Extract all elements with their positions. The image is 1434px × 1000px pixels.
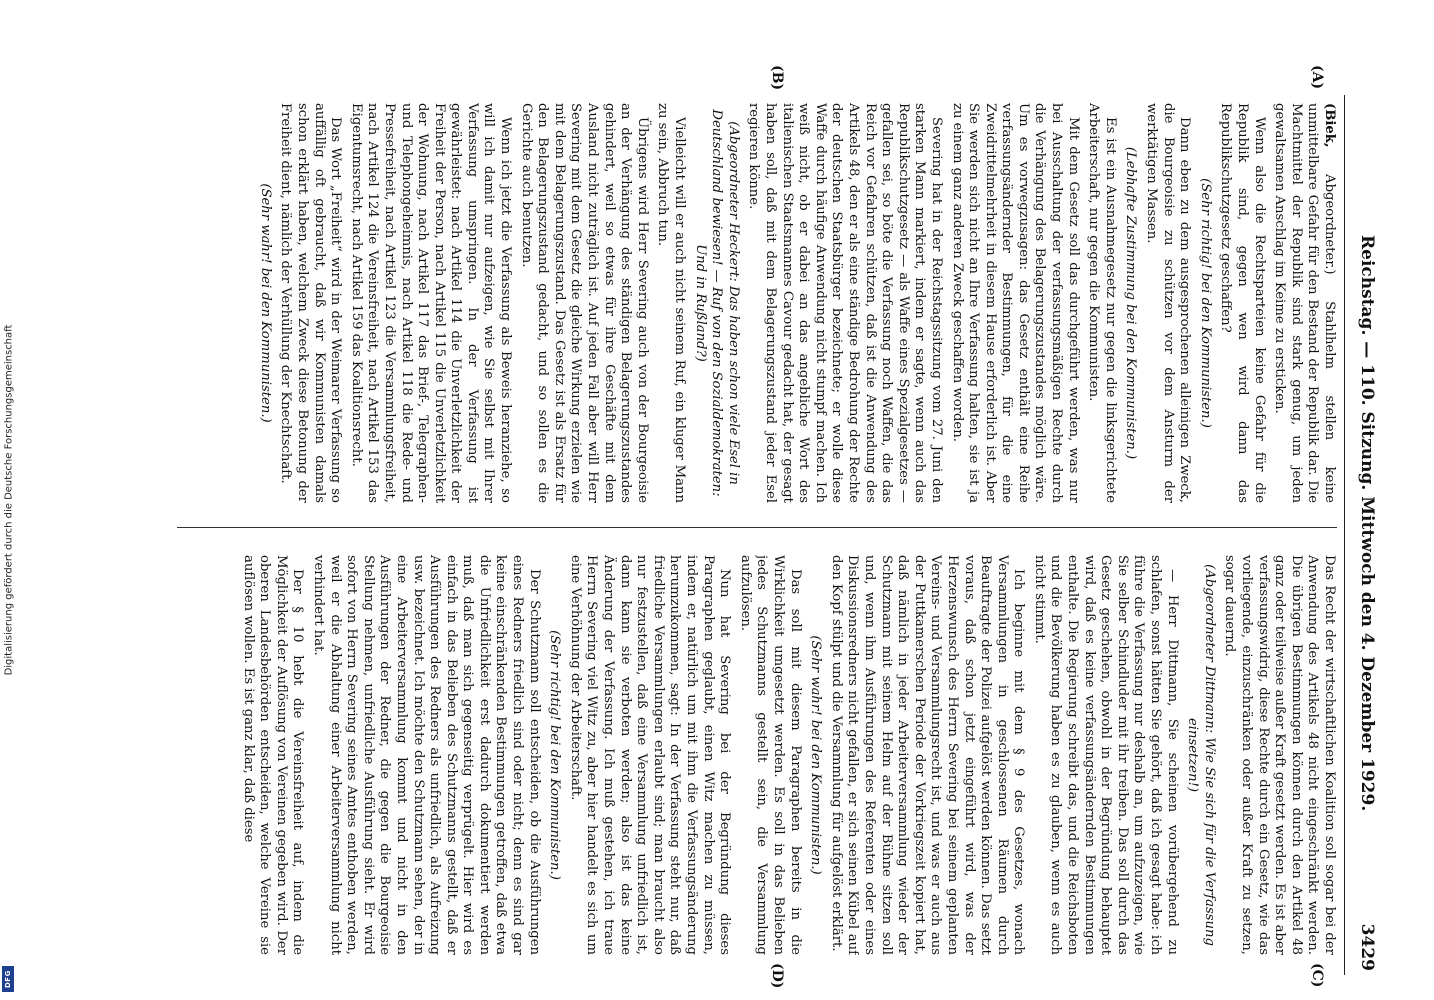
paragraph: Es ist ein Ausnahmegesetz nur gegen die linksgerichtete Arbeiterschaft, nur gegen die Kommunisten. [1086,103,1118,503]
interjection: (Sehr wahr! bei den Kommunisten.) [257,183,273,423]
page-header [1344,95,1385,975]
paragraph: Ich beginne mit dem § 9 des Gesetzes, wonach Versammlungen in geschlossenen Räumen durch Beauftragte der Polizei aufgelöst werden können. Das setzt voraus, daß schon jetzt eingeführt wird, was der Herzenswunsch des Herrn Severing bei seinem geplanten Vereins- und Versammlungsrecht ist, und was er auch aus der Puttkamerschen Periode der Vorkriegszeit kopiert hat, daß nämlich in jeder Arbeiterversammlung wieder der Schutzmann mit seinem Helm auf der Bühne sitzen soll und, wenn ihm Ausführungen des Referenten oder eines Diskussionsredners nicht gefallen, er sich seinen Kübel auf den Kopf stülpt und die Versammlung für aufgelöst erklärt. [828,555,1027,955]
interjection: (Sehr richtig! bei den Kommunisten.) [547,630,563,880]
paragraph [1271,103,1337,503]
interjection: (Lebhafte Zustimmung bei den Kommunisten.) [1123,146,1139,460]
column-divider [177,527,1337,528]
interjection: (Sehr richtig! bei den Kommunisten.) [1197,178,1213,428]
margin-mark-c: (C) [1309,963,1325,988]
right-column [157,555,1337,955]
paragraph: Der § 10 hebt die Vereinsfreiheit auf, indem die Möglichkeit der Auflösung von Vereinen gegeben wird. Der oberen Landesbehörden entscheiden, welche Vereine sie auflösen wollen. Es ist ganz klar, daß diese [240,555,306,955]
paragraph: — Herr Dittmann, Sie scheinen vorübergehend zu schlafen, sonst hätten Sie gehört, daß ich gesagt habe: ich führe die Verfassung nur deshalb an, um aufzuzeigen, wie Sie selber Schindluder mit ihr treiben. Das soll durch das Gesetz geschehen, obwohl in der Begründung behauptet wird, daß es keine verfassungsändernden Bestimmungen enthalte. Die Regierung schreibt das, und die Reichsboten und die Bevölkerung haben es zu glauben, wenn es auch nicht stimmt. [1031,555,1180,955]
margin-mark-b: (B) [769,65,785,91]
paragraph: Wenn ich jetzt die Verfassung als Beweis heranziehe, so will ich damit nur aufzeigen, wie Sie selbst mit Ihrer Verfassung umspringen. In der Verfassung ist gewährleistet: nach Artikel 114 die Unverletzlichkeit der Freiheit der Person, nach Artikel 115 die Unverletzlichkeit der Wohnung, nach Artikel 117 das Brief-, Telegraphen- und Telephongeheimnis, nach Artikel 118 die Rede- und Pressefreiheit, nach Artikel 123 die Versammlungsfreiheit, nach Artikel 124 die Vereinsfreiheit, nach Artikel 153 das Eigentumsrecht, nach Artikel 159 das Koalitionsrecht. [348,103,514,503]
left-column [157,103,1337,503]
paragraph: Der Schutzmann soll entscheiden, ob die Ausführungen eines Redners friedlich sind oder nicht; denn es sind gar keine einschränkenden Bestimmungen getroffen, daß etwa die Unfriedlichkeit erst dadurch dokumentiert werden muß, daß man sich gegenseitig verprügelt. Hier wird es einfach in das Belieben des Schutzmanns gestellt, daß er Ausführungen des Redners als unfriedlich, als Aufreizung usw. bezeichnet. Ich möchte den Schutzmann sehen, der in eine Arbeiterversammlung kommt und nicht in den Ausführungen der Redner, die gegen die Bourgeoisie Stellung nehmen, unfriedliche Ausführung sieht. Er wird sofort von Herrn Severing seines Amtes enthoben werden, weil er die Abhaltung einer Arbeiterversammlung nicht verhindert hat. [310,555,542,955]
paragraph: Das soll mit diesem Paragraphen bereits in die Wirklichkeit umgesetzt werden. Es soll in das Belieben jedes Schutzmanns gestellt sein, die Versammlung aufzulösen. [737,555,803,955]
interjection: (Sehr wahr! bei den Kommunisten.) [808,635,824,875]
paragraph: Dann eben zu dem ausgesprochenen alleinigen Zweck, die Bourgeoisie zu schützen vor dem Ansturm der werktätigen Massen. [1144,103,1193,503]
newspaper-page [145,65,1385,989]
interjection: (Abgeordneter Heckert: Das haben schon viele Esel in Deutschland bewiesen! — Ruf von den Sozialdemokraten: Und in Rußland?) [692,109,741,497]
speaker-name: (Biek, [1322,103,1337,148]
paragraph: Mit dem Gesetz soll das durchgeführt werden, was nur bei Ausschaltung der verfassungsmäßigen Rechte durch die Verhängung des Belagerungszustandes möglich wäre. Um es vorwegzusagen: das Gesetz enthält eine Reihe verfassungsändernder Bestimmungen, für die eine Zweidrittelmehrheit in diesem Hause erforderlich ist. Aber Sie werden sich nicht an Ihre Verfassung halten, sie ist ja zu einem ganz anderen Zweck geschaffen worden. [949,103,1081,503]
page-number: 3429 [1357,923,1377,971]
paragraph: Severing hat in der Reichstagssitzung vom 27. Juni den starken Mann markiert, indem er sagte, wenn auch das Republikschutzgesetz — als Waffe eines Spezialgesetzes — gefallen sei, so böte die Verfassung noch Waffen, die das Reich vor Gefahren schützen, daß ist die Anwendung des Artikels 48, den er als eine ständige Bedrohung der Rechte der deutschen Staatsbürger bezeichnete; er wolle diese Waffe durch häufige Anwendung nicht stumpf machen. Ich weiß nicht, ob er dabei an das angebliche Wort des italienischen Staatsmannes Cavour gedacht hat, der gesagt haben soll, daß mit dem Belagerungszustand jeder Esel regieren könne. [746,103,944,503]
paragraph: Das Recht der wirtschaftlichen Koalition soll sogar bei der Anwendung des Artikels 48 nicht eingeschränkt werden. Die übrigen Bestimmungen können durch den Artikel 48 ganz oder teilweise außer Kraft gesetzt werden. Es ist aber verfassungswidrig, diese Rechte durch ein Gesetz, wie das vorliegende, einzuschränken oder außer Kraft zu setzen, sogar dauernd. [1222,555,1337,955]
paragraph: Übrigens wird Herr Severing auch von der Bourgeoisie an der Verhängung des ständigen Belagerungszustandes gehindert, weil so etwas für ihre Geschäfte mit dem Ausland nicht zuträglich ist. Auf jeden Fall aber will Herr Severing mit dem Gesetz die gleiche Wirkung erzielen wie mit dem Belagerungszustand. Das Gesetz ist als Ersatz für den Belagerungszustand gedacht, und so sollen es die Gerichte auch benutzen. [518,103,650,503]
footer-strip [0,0,16,1000]
paragraph-text: Stahlhelm stellen keine unmittelbare Gefahr für den Bestand der Republik dar. Die Machtmittel der Republik sind stark genug, um jeden gewaltsamen Anschlag im Keime zu ersticken. [1272,103,1337,503]
paragraph: Wenn also die Rechtsparteien keine Gefahr für die Republik sind, gegen wen wird dann das Republikschutzgesetz geschaffen? [1218,103,1267,503]
interjection: (Abgeordneter Dittmann: Wie Sie sich für die Verfassung einsetzen!) [1185,564,1217,946]
margin-mark-d: (D) [769,963,785,989]
paragraph: Nun hat Severing bei der Begründung dieses Paragraphen geglaubt, einen Witz machen zu müssen, indem er, natürlich um mit ihm die Verfassungsänderung herumzukommen, sagt: In der Verfassung steht nur, daß friedliche Versammlungen erlaubt sind; man braucht also nur festzustellen, daß eine Versammlung unfriedlich ist, dann kann sie verboten werden; also ist das keine Änderung der Verfassung. Ich muß gestehen, ich traue Herrn Severing viel Witz zu, aber hier handelt es sich um eine Verhöhnung der Arbeiterschaft. [567,555,733,955]
speaker-role: Abgeordneter.) [1322,174,1337,275]
funding-note: Digitalisierung gefördert durch die Deutsche Forschungsgemeinschaft [3,324,15,676]
dfg-logo: DFG [2,966,14,992]
paragraph: Das Wort „Freiheit“ wird in der Weimarer Verfassung so auffällig oft gebraucht, daß wir Kommunisten damals schon erklärt haben, welchem Zweck diese Betonung der Freiheit dient, nämlich der Verhüllung der Knechtschaft. [278,103,344,503]
margin-mark-a: (A) [1309,65,1325,90]
paragraph: Vielleicht will er auch nicht seinem Ruf, ein kluger Mann zu sein, Abbruch tun. [655,103,688,503]
page-title: Reichstag. — 110. Sitzung. Mittwoch den 4. Dezember 1929. [1357,235,1377,812]
